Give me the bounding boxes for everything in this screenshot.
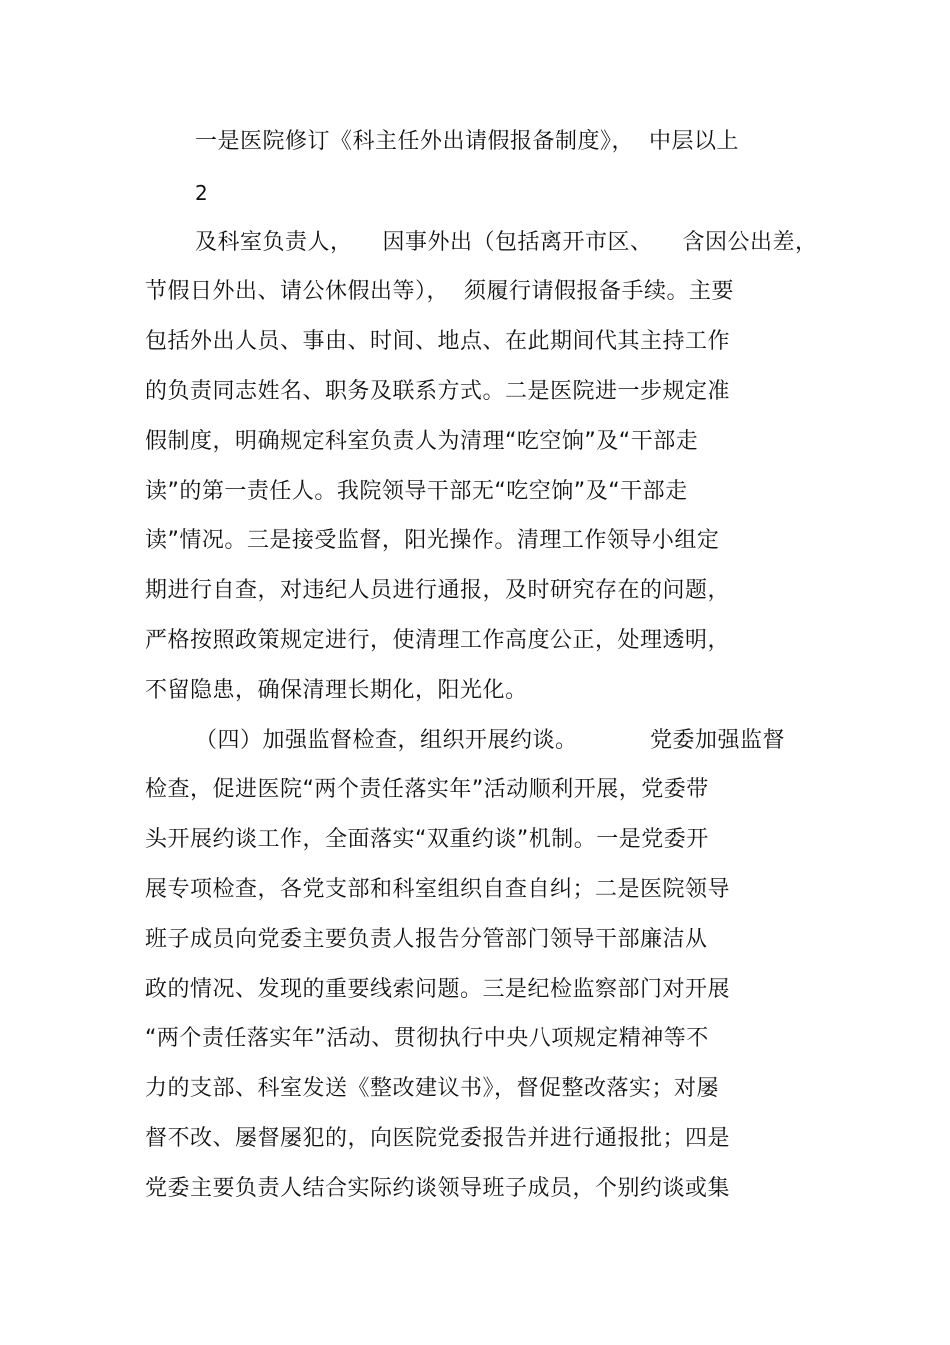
text-line: 展专项检查，各党支部和科室组织自查自纠；二是医院领导 xyxy=(145,877,731,902)
text-line: 检查，促进医院“两个责任落实年”活动顺利开展，党委带 xyxy=(145,777,709,802)
text-line: 及科室负责人， 因事外出（包括离开市区、 含因公出差， xyxy=(195,230,818,255)
text-line: 一是医院修订《科主任外出请假报备制度》， 中层以上 xyxy=(195,129,739,154)
text-line: 包括外出人员、事由、时间、地点、在此期间代其主持工作 xyxy=(145,329,731,354)
text-line: 力的支部、科室发送《整改建议书》，督促整改落实；对屡 xyxy=(145,1076,720,1101)
text-line: 的负责同志姓名、职务及联系方式。二是医院进一步规定准 xyxy=(145,379,731,404)
text-line: 假制度，明确规定科室负责人为清理“吃空饷”及“干部走 xyxy=(145,429,699,454)
text-line: 读”情况。三是接受监督，阳光操作。清理工作领导小组定 xyxy=(145,528,720,553)
text-line: 读”的第一责任人。我院领导干部无“吃空饷”及“干部走 xyxy=(145,479,688,504)
text-line: 党委加强监督 xyxy=(650,728,786,753)
text-line: 不留隐患，确保清理长期化，阳光化。 xyxy=(145,678,528,703)
section-heading: （四）加强监督检查，组织开展约谈。 xyxy=(195,728,578,753)
text-line: 节假日外出、请公休假出等）， 须履行请假报备手续。主要 xyxy=(145,279,734,304)
text-line: 严格按照政策规定进行，使清理工作高度公正，处理透明， xyxy=(145,628,731,653)
text-line: 督不改、屡督屡犯的，向医院党委报告并进行通报批；四是 xyxy=(145,1126,731,1151)
text-line: 班子成员向党委主要负责人报告分管部门领导干部廉洁从 xyxy=(145,927,708,952)
text-line: 政的情况、发现的重要线索问题。三是纪检监察部门对开展 xyxy=(145,977,731,1002)
text-line: 党委主要负责人结合实际约谈领导班子成员，个别约谈或集 xyxy=(145,1176,731,1201)
text-line: 头开展约谈工作，全面落实“双重约谈”机制。一是党委开 xyxy=(145,827,709,852)
text-line: “两个责任落实年”活动、贯彻执行中央八项规定精神等不 xyxy=(145,1026,709,1051)
text-line: 期进行自查，对违纪人员进行通报，及时研究存在的问题， xyxy=(145,578,731,603)
page-number: 2 xyxy=(195,181,209,205)
